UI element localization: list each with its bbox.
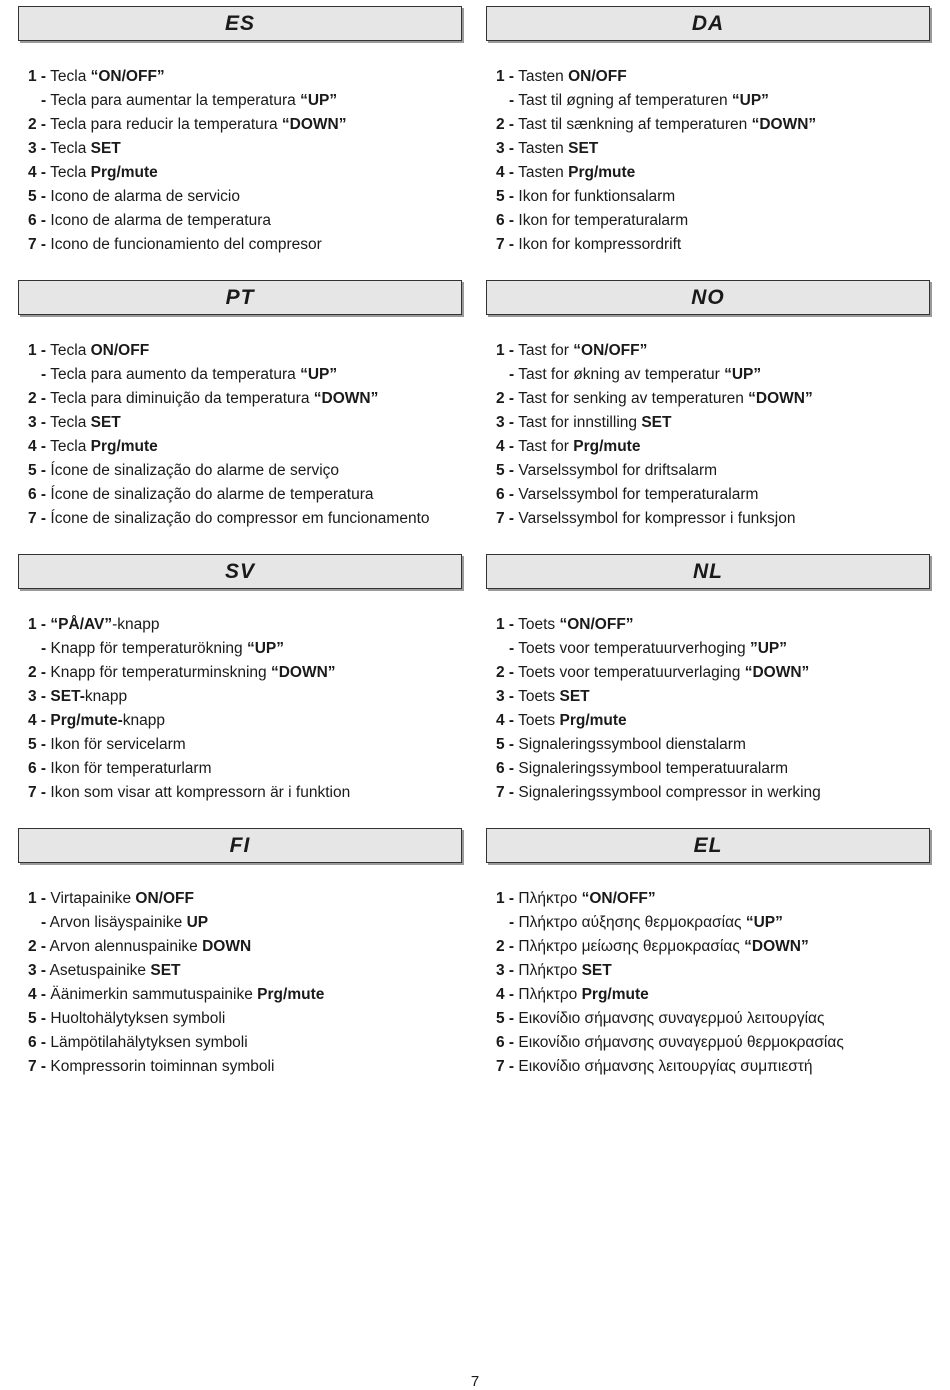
section-el [486, 828, 930, 1075]
list-item: - Tecla para aumentar la temperatura “UP” [41, 92, 338, 109]
list-item: 3 - Toets SET [496, 688, 590, 705]
list-item: 2 - Tast til sænkning af temperaturen “DOWN” [496, 116, 817, 133]
list-item: 5 - Icono de alarma de servicio [28, 188, 240, 205]
list-item: 2 - Knapp för temperaturminskning “DOWN” [28, 664, 336, 681]
list-item: 4 - Tast for Prg/mute [496, 438, 641, 455]
list-item: 5 - Huoltohälytyksen symboli [28, 1010, 226, 1027]
list-item: - Tecla para aumento da temperatura “UP” [41, 366, 338, 383]
list-item: - Tast for økning av temperatur “UP” [509, 366, 762, 383]
list-item: 4 - Tecla Prg/mute [28, 438, 158, 455]
list-item: 5 - Signaleringssymbool dienstalarm [496, 736, 746, 753]
list-item: 2 - Tecla para diminuição da temperatura “DOWN” [28, 390, 379, 407]
section-da [486, 6, 930, 253]
list-item: 3 - SET-knapp [28, 688, 128, 705]
list-item: 6 - Ikon för temperaturlarm [28, 760, 212, 777]
section-header [486, 828, 930, 863]
section-title: EL [693, 833, 723, 857]
item-list [496, 613, 936, 805]
list-item: 3 - Πλήκτρο SET [496, 962, 612, 979]
list-item: - Πλήκτρο αύξησης θερμοκρασίας “UP” [509, 914, 783, 931]
list-item: - Knapp för temperaturökning “UP” [41, 640, 284, 657]
list-item: 1 - Tecla ON/OFF [28, 342, 150, 359]
list-item: 4 - Tecla Prg/mute [28, 164, 158, 181]
page-number: 7 [470, 1373, 480, 1390]
list-item: 6 - Ícone de sinalização do alarme de temperatura [28, 486, 374, 503]
list-item: 7 - Εικονίδιο σήμανσης λειτουργίας συμπιεστή [496, 1058, 813, 1075]
list-item: 5 - Εικονίδιο σήμανσης συναγερμού λειτουργίας [496, 1010, 825, 1027]
list-item: 4 - Πλήκτρο Prg/mute [496, 986, 649, 1003]
list-item: 1 - Tast for “ON/OFF” [496, 342, 648, 359]
list-item: 7 - Varselssymbol for kompressor i funksjon [496, 510, 796, 527]
section-no [486, 280, 930, 527]
list-item: 4 - Äänimerkin sammutuspainike Prg/mute [28, 986, 325, 1003]
section-es [18, 6, 462, 253]
item-list [28, 613, 468, 805]
section-header [18, 554, 462, 589]
list-item: - Arvon lisäyspainike UP [41, 914, 209, 931]
section-header [486, 554, 930, 589]
list-item: 3 - Asetuspainike SET [28, 962, 181, 979]
list-item: 7 - Kompressorin toiminnan symboli [28, 1058, 275, 1075]
list-item: 6 - Signaleringssymbool temperatuuralarm [496, 760, 789, 777]
section-title: PT [225, 285, 255, 309]
list-item: 6 - Εικονίδιο σήμανσης συναγερμού θερμοκρασίας [496, 1034, 844, 1051]
list-item: 6 - Lämpötilahälytyksen symboli [28, 1034, 248, 1051]
list-item: 3 - Tecla SET [28, 140, 121, 157]
section-title: ES [224, 11, 255, 35]
list-item: 2 - Tecla para reducir la temperatura “DOWN” [28, 116, 347, 133]
section-title: FI [229, 833, 251, 857]
list-item: 2 - Arvon alennuspainike DOWN [28, 938, 252, 955]
list-item: 6 - Varselssymbol for temperaturalarm [496, 486, 759, 503]
list-item: 1 - Tecla “ON/OFF” [28, 68, 165, 85]
list-item: 7 - Icono de funcionamiento del compresor [28, 236, 322, 253]
section-header [18, 828, 462, 863]
item-list [28, 887, 468, 1079]
list-item: - Tast til øgning af temperaturen “UP” [509, 92, 769, 109]
list-item: - Toets voor temperatuurverhoging ”UP” [509, 640, 788, 657]
list-item: 1 - Πλήκτρο “ON/OFF” [496, 890, 656, 907]
section-title: NO [691, 285, 725, 309]
list-item: 4 - Toets Prg/mute [496, 712, 627, 729]
list-item: 4 - Prg/mute-knapp [28, 712, 165, 729]
section-pt [18, 280, 462, 527]
item-list [496, 65, 936, 257]
section-header [486, 6, 930, 41]
section-title: NL [693, 559, 723, 583]
section-header [18, 6, 462, 41]
list-item: 1 - Tasten ON/OFF [496, 68, 627, 85]
section-sv [18, 554, 462, 801]
list-item: 7 - Ícone de sinalização do compressor em funcionamento [28, 510, 430, 527]
list-item: 5 - Ikon for funktionsalarm [496, 188, 676, 205]
list-item: 2 - Tast for senking av temperaturen “DOWN” [496, 390, 813, 407]
list-item: 2 - Πλήκτρο μείωσης θερμοκρασίας “DOWN” [496, 938, 809, 955]
list-item: 6 - Ikon for temperaturalarm [496, 212, 689, 229]
list-item: 7 - Ikon som visar att kompressorn är i funktion [28, 784, 351, 801]
list-item: 3 - Tast for innstilling SET [496, 414, 672, 431]
list-item: 5 - Ikon för servicelarm [28, 736, 186, 753]
section-title: SV [224, 559, 255, 583]
item-list [496, 887, 936, 1079]
section-fi [18, 828, 462, 1075]
list-item: 6 - Icono de alarma de temperatura [28, 212, 271, 229]
list-item: 7 - Ikon for kompressordrift [496, 236, 682, 253]
section-title: DA [691, 11, 725, 35]
section-header [18, 280, 462, 315]
list-item: 5 - Varselssymbol for driftsalarm [496, 462, 718, 479]
list-item: 1 - Virtapainike ON/OFF [28, 890, 194, 907]
list-item: 2 - Toets voor temperatuurverlaging “DOWN” [496, 664, 810, 681]
list-item: 3 - Tasten SET [496, 140, 599, 157]
section-nl [486, 554, 930, 801]
list-item: 3 - Tecla SET [28, 414, 121, 431]
list-item: 1 - “PÅ/AV”-knapp [28, 616, 160, 633]
section-header [486, 280, 930, 315]
list-item: 4 - Tasten Prg/mute [496, 164, 636, 181]
item-list [496, 339, 936, 531]
item-list [28, 339, 468, 531]
list-item: 7 - Signaleringssymbool compressor in werking [496, 784, 821, 801]
item-list [28, 65, 468, 257]
list-item: 5 - Ícone de sinalização do alarme de serviço [28, 462, 340, 479]
list-item: 1 - Toets “ON/OFF” [496, 616, 634, 633]
